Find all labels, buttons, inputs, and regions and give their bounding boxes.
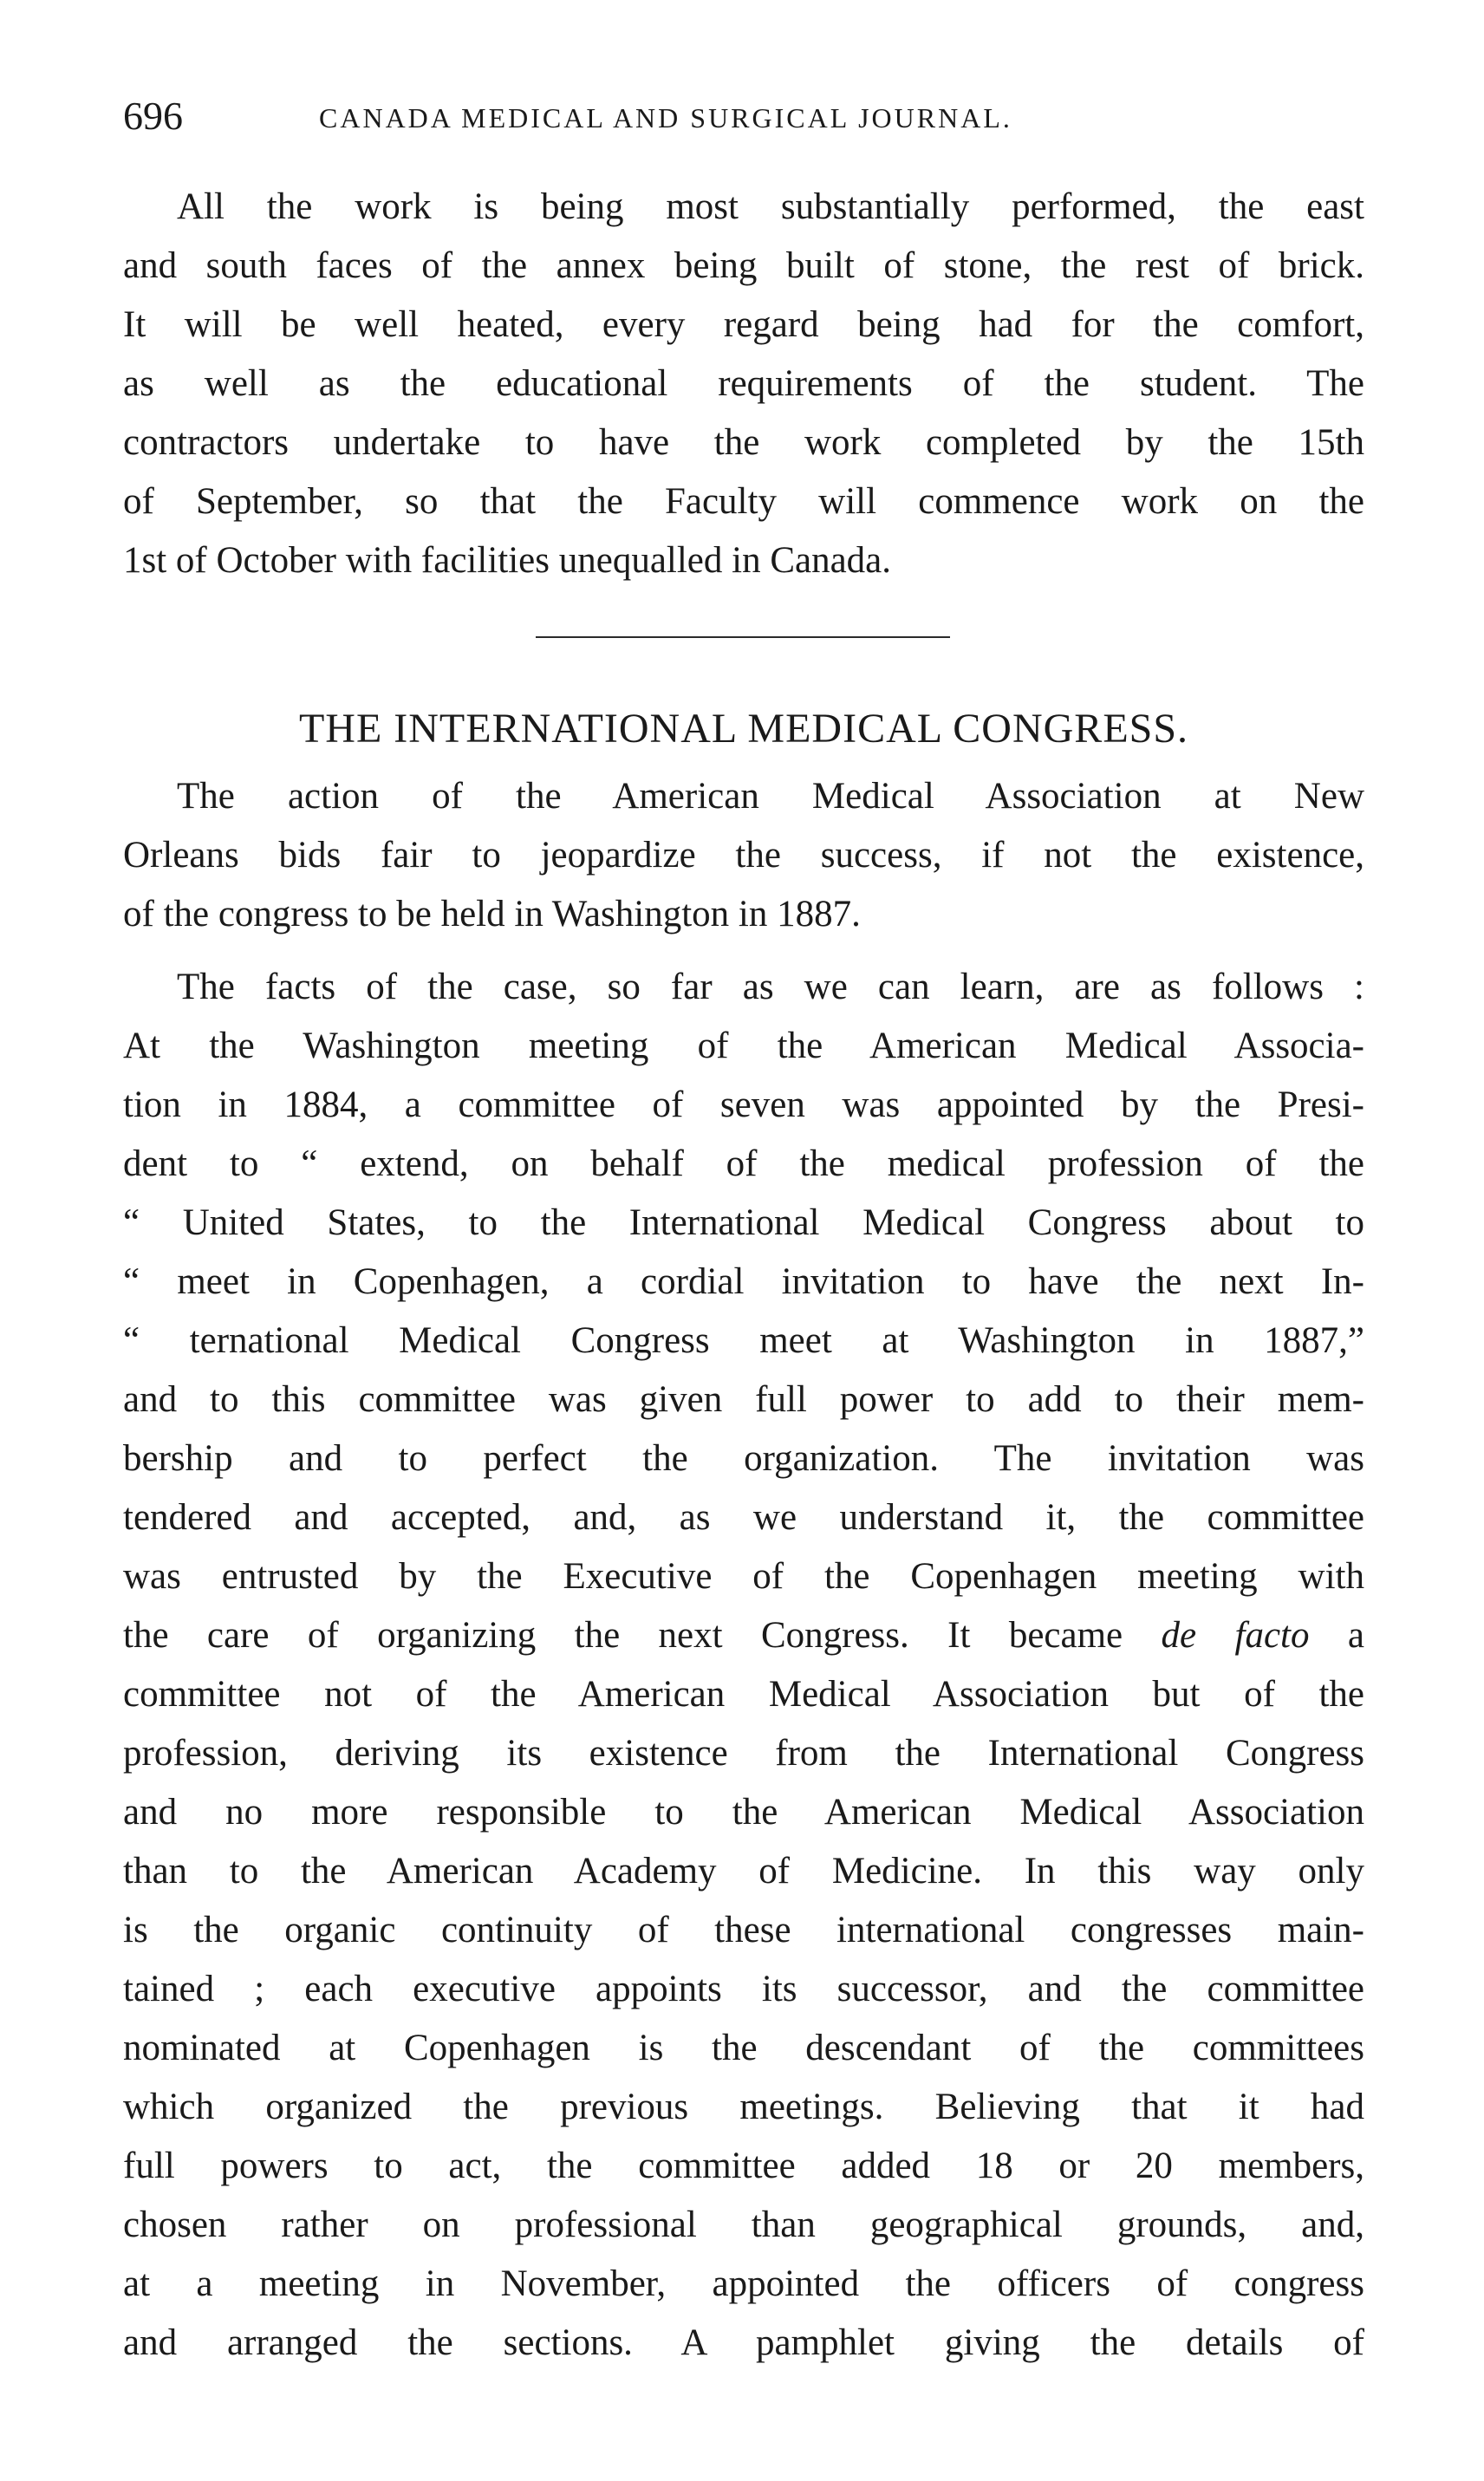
paragraph-line: committee not of the American Medical Association but of the <box>123 1674 1364 1715</box>
paragraph-line: was entrusted by the Executive of the Copenhagen meeting with <box>123 1556 1364 1597</box>
paragraph-line: bership and to perfect the organization. The invitation was <box>123 1438 1364 1479</box>
line-text: the care of organizing the next Congress. It became <box>123 1615 1123 1656</box>
paragraph-line: It will be well heated, every regard being had for the comfort, <box>123 304 1364 345</box>
paragraph-line: of September, so that the Faculty will commence work on the <box>123 481 1364 522</box>
running-head: CANADA MEDICAL AND SURGICAL JOURNAL. <box>319 102 1012 133</box>
paragraph-line: nominated at Copenhagen is the descendant of the committees <box>123 2028 1364 2068</box>
paragraph-line: “ ternational Medical Congress meet at Washington in 1887,” <box>123 1320 1364 1361</box>
paragraph-line: The action of the American Medical Association at New <box>177 776 1364 817</box>
italic-phrase: de facto <box>1161 1615 1310 1656</box>
line-text-tail: a <box>1347 1615 1365 1656</box>
paragraph-action-new-orleans <box>123 767 1364 944</box>
section-divider <box>536 636 950 638</box>
paragraph-line: Orleans bids fair to jeopardize the success, if not the existence, <box>123 835 1364 876</box>
paragraph-line: and no more responsible to the American Medical Association <box>123 1792 1364 1833</box>
paragraph-line: 1st of October with facilities unequalled in Canada. <box>123 540 892 581</box>
paragraph-line: “ United States, to the International Medical Congress about to <box>123 1202 1364 1243</box>
paragraph-facts-of-case <box>123 958 1364 2373</box>
paragraph-line: of the congress to be held in Washington in 1887. <box>123 894 861 934</box>
paragraph-line: tendered and accepted, and, as we understand it, the committee <box>123 1497 1364 1538</box>
paragraph-line: is the organic continuity of these international congresses main- <box>123 1910 1364 1950</box>
paragraph-line: as well as the educational requirements of the student. The <box>123 363 1364 404</box>
paragraph-line-with-italic <box>123 1606 1364 1665</box>
paragraph-line: and south faces of the annex being built of stone, the rest of brick. <box>123 245 1364 286</box>
paragraph-line: which organized the previous meetings. Believing that it had <box>123 2087 1364 2127</box>
page-number: 696 <box>123 94 183 138</box>
paragraph-line: at a meeting in November, appointed the officers of congress <box>123 2263 1364 2304</box>
paragraph-line: contractors undertake to have the work completed by the 15th <box>123 422 1364 463</box>
paragraph-line: full powers to act, the committee added 18 or 20 members, <box>123 2146 1364 2186</box>
paragraph-line: dent to “ extend, on behalf of the medical profession of the <box>123 1143 1364 1184</box>
page-header <box>123 90 1363 142</box>
paragraph-line: and arranged the sections. A pamphlet giving the details of <box>123 2322 1364 2363</box>
section-title: THE INTERNATIONAL MEDICAL CONGRESS. <box>298 706 1189 752</box>
paragraph-line: The facts of the case, so far as we can learn, are as follows : <box>177 967 1364 1007</box>
paragraph-line: than to the American Academy of Medicine. In this way only <box>123 1851 1364 1892</box>
paragraph-annex-work <box>123 178 1364 590</box>
paragraph-line: chosen rather on professional than geographical grounds, and, <box>123 2204 1364 2245</box>
paragraph-line: “ meet in Copenhagen, a cordial invitation to have the next In- <box>123 1261 1364 1302</box>
paragraph-line: and to this committee was given full power to add to their mem- <box>123 1379 1364 1420</box>
paragraph-line: At the Washington meeting of the American Medical Associa- <box>123 1026 1364 1066</box>
paragraph-line: profession, deriving its existence from the International Congress <box>123 1733 1364 1774</box>
paragraph-line: tained ; each executive appoints its successor, and the committee <box>123 1969 1364 2009</box>
paragraph-line: All the work is being most substantially performed, the east <box>177 186 1364 227</box>
paragraph-line: tion in 1884, a committee of seven was appointed by the Presi- <box>123 1084 1364 1125</box>
